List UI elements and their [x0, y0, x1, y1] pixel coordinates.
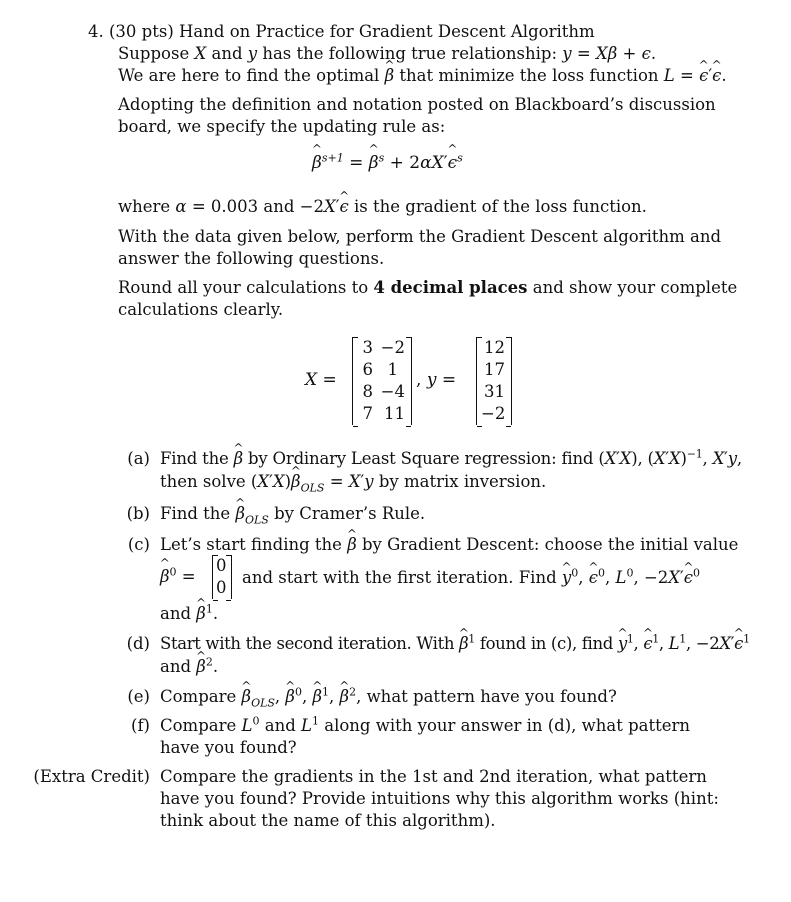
- y-matrix-label: , y =: [416, 370, 457, 390]
- where-line: where α = 0.003 and −2X′^ ϵ is the gradient of the loss function.: [118, 196, 647, 218]
- para3-line1: Round all your calculations to 4 decimal places and show your complete: [118, 278, 738, 297]
- part-b-label: (b): [126, 504, 150, 523]
- part-d-line1: Start with the second iteration. With ^ $\beta^1$ found in (c), find ^ $y^1$, ^ $\epsilon^1$, $L^1$, −2X′^ $\epsilon^1$: [160, 633, 750, 655]
- x-matrix-label: X =: [305, 370, 337, 390]
- part-f-line2: have you found?: [160, 738, 297, 757]
- intro-line-2: We are here to find the optimal ^ β that minimize the loss function L = ^ ϵ′^ ϵ.: [118, 65, 727, 87]
- part-c-line3: and ^ $\beta^1$.: [160, 603, 218, 625]
- para1-line1: Adopting the definition and notation posted on Blackboard’s discussion: [118, 95, 716, 114]
- x-cell: −2: [380, 338, 405, 357]
- emphasis-decimal-places: 4 decimal places: [373, 278, 528, 297]
- part-a-line1: Find the ^ β by Ordinary Least Square regression: find (X′X), $(X'X)^{-1}$, X′y,: [160, 448, 742, 470]
- x-matrix: [352, 337, 412, 425]
- extra-line3: think about the name of this algorithm).: [160, 811, 496, 830]
- part-d-label: (d): [126, 634, 150, 653]
- y-cell: 17: [484, 360, 505, 379]
- x-cell: 11: [384, 404, 405, 423]
- part-f-label: (f): [131, 716, 150, 735]
- problem-number: 4.: [88, 22, 104, 41]
- y-cell: −2: [481, 404, 506, 423]
- x-cell: 7: [362, 404, 373, 423]
- beta0-vector: 0 0: [212, 555, 232, 599]
- para2-line1: With the data given below, perform the Gradient Descent algorithm and: [118, 227, 722, 246]
- x-cell: 1: [387, 360, 398, 379]
- y-cell: 12: [484, 338, 505, 357]
- extra-line1: Compare the gradients in the 1st and 2nd iteration, what pattern: [160, 767, 707, 786]
- intro-line-1: Suppose X and y has the following true relationship: y = Xβ + ϵ.: [118, 44, 657, 63]
- part-e-line1: Compare ^ $\beta_{OLS}$, ^ $\beta^0$, ^ $\beta^1$, ^ $\beta^2$, what pattern have you found?: [160, 686, 617, 708]
- x-cell: 3: [362, 338, 373, 357]
- alpha-value: 0.003: [210, 197, 259, 216]
- part-a-line2: then solve (X′X)^ $\beta_{OLS} = X'y$ by matrix inversion.: [160, 471, 546, 493]
- x-cell: 6: [362, 360, 373, 379]
- part-a-label: (a): [127, 449, 150, 468]
- problem-points: (30 pts): [109, 22, 174, 41]
- extra-credit-label: (Extra Credit): [33, 767, 150, 786]
- extra-line2: have you found? Provide intuitions why this algorithm works (hint:: [160, 789, 719, 808]
- x-cell: 8: [362, 382, 373, 401]
- para2-line2: answer the following questions.: [118, 249, 385, 268]
- problem-header: [88, 21, 595, 43]
- y-cell: 31: [484, 382, 505, 401]
- part-c-line2: and start with the first iteration. Find ^ $y^0$, ^ $\epsilon^0$, $L^0$, −2X′^ $\epsilon^0$: [242, 567, 700, 589]
- y-vector: [476, 337, 512, 425]
- update-rule-equation: ^ $\beta^{s+1}$ = ^ $\beta^s$ + 2αX′^ $\epsilon^s$: [312, 153, 463, 173]
- part-c-line1: Let’s start finding the ^ β by Gradient Descent: choose the initial value: [160, 534, 738, 556]
- part-b-line1: Find the ^ $\beta_{OLS}$ by Cramer’s Rule.: [160, 503, 425, 525]
- x-cell: −4: [380, 382, 405, 401]
- part-d-line2: and ^ $\beta^2$.: [160, 656, 218, 678]
- part-f-line1: Compare $L^0$ and $L^1$ along with your answer in (d), what pattern: [160, 714, 691, 735]
- part-c-label: (c): [127, 535, 150, 554]
- para3-line2: calculations clearly.: [118, 300, 284, 319]
- part-e-label: (e): [127, 687, 150, 706]
- beta0-label: ^ $\beta^0$ =: [160, 567, 196, 586]
- problem-title: Hand on Practice for Gradient Descent Algorithm: [179, 22, 595, 41]
- para1-line2: board, we specify the updating rule as:: [118, 117, 446, 136]
